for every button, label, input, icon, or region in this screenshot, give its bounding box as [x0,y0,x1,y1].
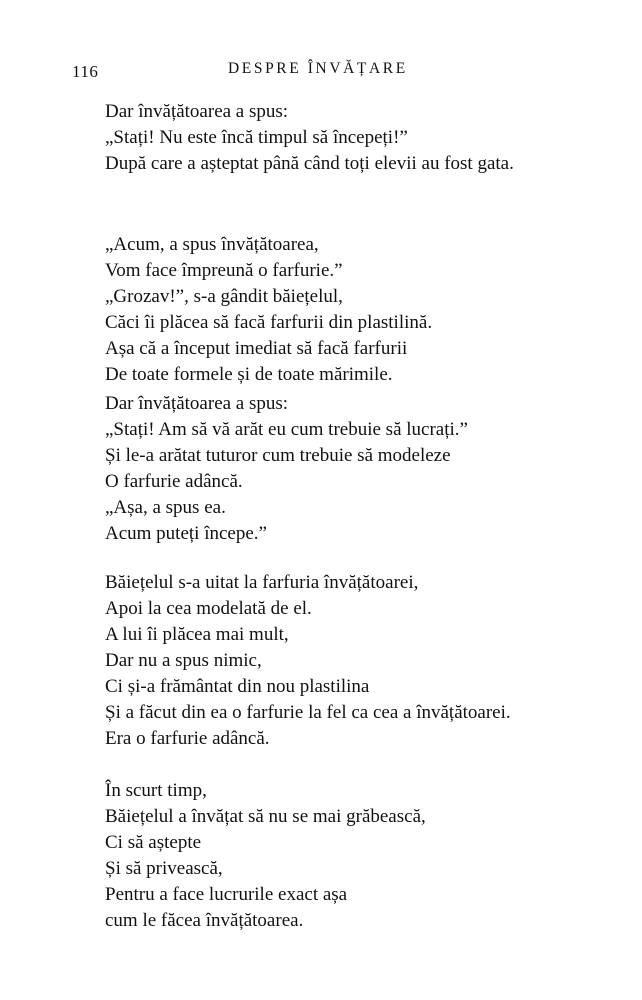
poem-line: În scurt timp, [105,780,207,801]
poem-line: Și să privească, [105,858,223,879]
poem-line: Vom face împreună o farfurie.” [105,260,343,281]
poem-line: Pentru a face lucrurile exact așa [105,884,348,905]
stanza-1 [105,99,605,177]
poem-line: Dar învățătoarea a spus: [105,101,289,122]
poem-line: Dar învățătoarea a spus: [105,393,289,414]
poem-line: Acum puteți începe.” [105,523,267,544]
page-number: 116 [72,62,99,81]
poem-line: „Grozav!”, s-a gândit băiețelul, [105,286,343,307]
poem-line: A lui îi plăcea mai mult, [105,624,289,645]
stanza-3 [105,391,605,547]
poem-line: Băiețelul a învățat să nu se mai grăbească, [105,806,426,827]
stanza-4 [105,570,605,752]
poem-line: O farfurie adâncă. [105,471,243,492]
poem-line: „Stați! Nu este încă timpul să începeți!” [105,127,408,148]
poem-line: Și le-a arătat tuturor cum trebuie să modeleze [105,445,451,466]
poem-line: cum le făcea învățătoarea. [105,910,304,931]
poem-line: Apoi la cea modelată de el. [105,598,312,619]
poem-line: Căci îi plăcea să facă farfurii din plastilină. [105,312,433,333]
poem-line: Ci să aștepte [105,832,202,853]
poem-line: „Stați! Am să vă arăt eu cum trebuie să lucrați.” [105,419,468,440]
poem-line: După care a așteptat până când toți elevii au fost gata. [105,153,514,174]
poem-line: Era o farfurie adâncă. [105,728,270,749]
poem-line: Și a făcut din ea o farfurie la fel ca cea a învățătoarei. [105,702,511,723]
poem-line: Dar nu a spus nimic, [105,650,262,671]
poem-line: De toate formele și de toate mărimile. [105,364,393,385]
poem-line: Băiețelul s-a uitat la farfuria învățătoarei, [105,572,419,593]
stanza-2 [105,232,605,388]
poem-line: Așa că a început imediat să facă farfurii [105,338,408,359]
poem-line: Ci și-a frământat din nou plastilina [105,676,370,697]
poem-line: „Așa, a spus ea. [105,497,226,518]
stanza-5 [105,778,605,934]
running-title: DESPRE ÎNVĂȚARE [228,60,408,77]
poem-line: „Acum, a spus învățătoarea, [105,234,319,255]
